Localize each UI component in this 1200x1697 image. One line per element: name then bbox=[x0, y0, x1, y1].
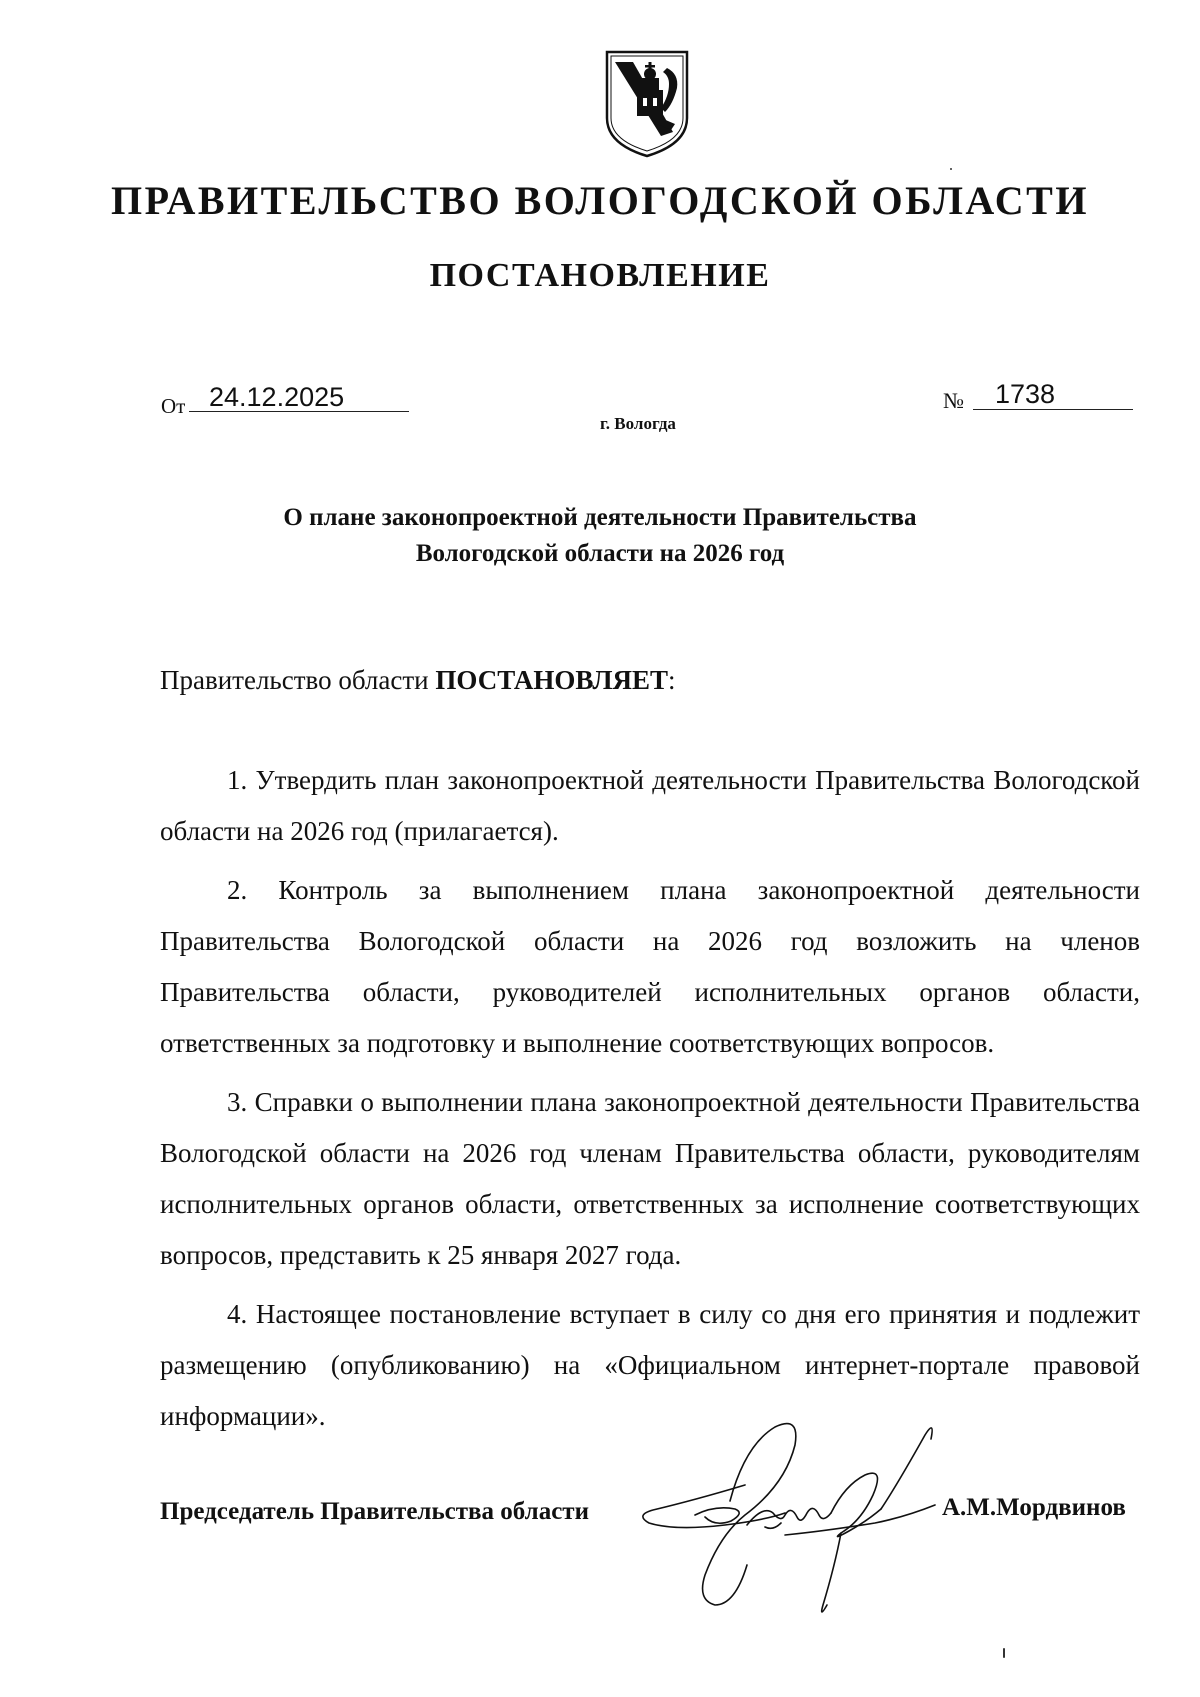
preamble-text: Правительство области bbox=[160, 665, 436, 695]
subject-line-1: О плане законопроектной деятельности Правительства bbox=[283, 504, 917, 531]
item-3: 3. Справки о выполнении плана законопроектной деятельности Правительства Вологодской области на 2026 год членам Правительства области, руководителям исполнительных органов области, ответственных за исполнение соответствующих вопросов, представить к 25 января 2027 года. bbox=[160, 1087, 1140, 1270]
number-value: 1738 bbox=[973, 378, 1133, 410]
date-value: 24.12.2025 bbox=[189, 380, 409, 412]
preamble-colon: : bbox=[667, 665, 676, 695]
item-4: 4. Настоящее постановление вступает в силу со дня его принятия и подлежит размещению (опубликованию) на «Официальном интернет-портале правовой информации». bbox=[160, 1299, 1140, 1431]
signatory-name: А.М.Мордвинов bbox=[942, 1494, 1126, 1521]
document-body bbox=[160, 755, 1140, 1442]
preamble bbox=[160, 660, 676, 700]
scan-speck bbox=[950, 168, 952, 170]
date-prefix: От bbox=[161, 394, 186, 418]
item-2: 2. Контроль за выполнением плана законопроектной деятельности Правительства Вологодской области на 2026 год возложить на членов Правительства области, руководителей исполнительных органов области, ответственных за подготовку и выполнение соответствующих вопросов. bbox=[160, 875, 1140, 1058]
item-1: 1. Утвердить план законопроектной деятельности Правительства Вологодской области на 2026 год (прилагается). bbox=[160, 765, 1140, 846]
city: г. Вологда bbox=[600, 414, 676, 433]
handwritten-signature-icon bbox=[635, 1405, 965, 1635]
document-subject bbox=[0, 500, 1200, 572]
subject-line-2: Вологодской области на 2026 год bbox=[415, 540, 785, 567]
preamble-keyword: ПОСТАНОВЛЯЕТ bbox=[435, 665, 668, 695]
scan-speck bbox=[1003, 1648, 1005, 1658]
organization-title: ПРАВИТЕЛЬСТВО ВОЛОГОДСКОЙ ОБЛАСТИ bbox=[111, 178, 1089, 223]
coat-of-arms-icon bbox=[603, 48, 691, 160]
number-prefix: № bbox=[943, 388, 964, 413]
document-type: ПОСТАНОВЛЕНИЕ bbox=[429, 257, 771, 294]
signatory-title: Председатель Правительства области bbox=[160, 1498, 589, 1525]
